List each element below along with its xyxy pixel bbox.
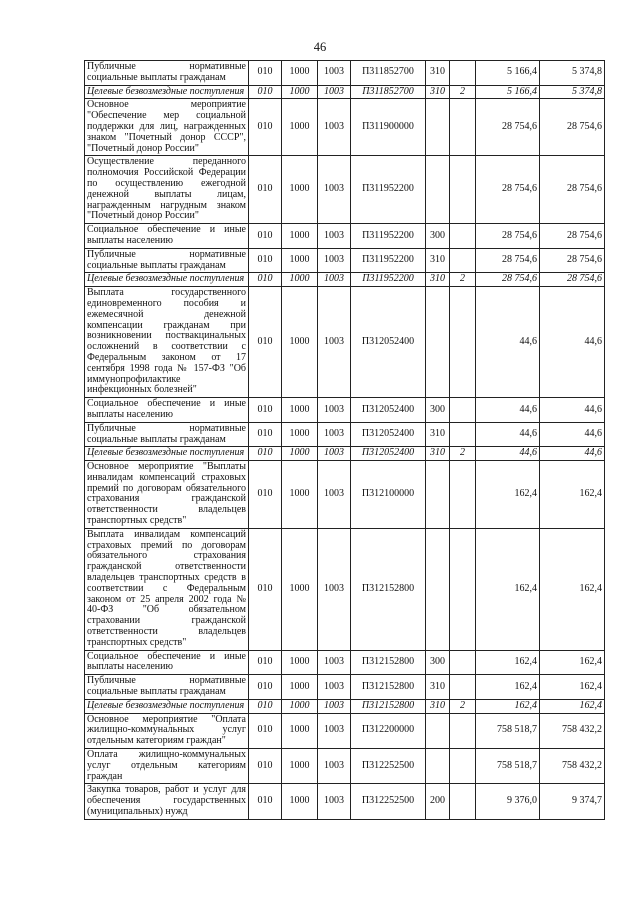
- subsection-code: 1003: [318, 398, 351, 423]
- target-article-code: П312252500: [351, 784, 426, 819]
- source-code: [450, 422, 476, 447]
- ministry-code: 010: [249, 61, 282, 86]
- expense-type-code: 310: [426, 248, 450, 273]
- source-code: [450, 713, 476, 748]
- source-code: [450, 224, 476, 249]
- section-code: 1000: [282, 224, 318, 249]
- ministry-code: 010: [249, 528, 282, 650]
- ministry-code: 010: [249, 273, 282, 287]
- amount-year-2: 28 754,6: [540, 248, 605, 273]
- amount-year-1: 162,4: [476, 675, 540, 700]
- target-article-code: П311900000: [351, 99, 426, 156]
- table-row: [85, 749, 605, 784]
- source-code: 2: [450, 273, 476, 287]
- row-name: Публичные нормативные социальные выплаты гражданам: [85, 61, 249, 86]
- ministry-code: 010: [249, 248, 282, 273]
- section-code: 1000: [282, 273, 318, 287]
- section-code: 1000: [282, 287, 318, 398]
- expense-type-code: 300: [426, 650, 450, 675]
- target-article-code: П312100000: [351, 461, 426, 529]
- table-row: [85, 61, 605, 86]
- ministry-code: 010: [249, 224, 282, 249]
- ministry-code: 010: [249, 675, 282, 700]
- expense-type-code: [426, 713, 450, 748]
- row-name: Целевые безвозмездные поступления: [85, 273, 249, 287]
- amount-year-1: 28 754,6: [476, 273, 540, 287]
- expense-type-code: [426, 287, 450, 398]
- row-name: Выплата государственного единовременного пособия и ежемесячной денежной компенсации гражданам при возникновении поствакцинальных осложнений в соответствии с Федеральным законом от 17 сентября 1998 года № 157-ФЗ "Об иммунопрофилактике инфекционных болезней": [85, 287, 249, 398]
- source-code: [450, 248, 476, 273]
- section-code: 1000: [282, 156, 318, 224]
- section-code: 1000: [282, 650, 318, 675]
- section-code: 1000: [282, 528, 318, 650]
- row-name: Целевые безвозмездные поступления: [85, 699, 249, 713]
- ministry-code: 010: [249, 447, 282, 461]
- source-code: [450, 528, 476, 650]
- target-article-code: П311852700: [351, 85, 426, 99]
- expense-type-code: [426, 528, 450, 650]
- row-name: Целевые безвозмездные поступления: [85, 85, 249, 99]
- source-code: [450, 784, 476, 819]
- source-code: [450, 61, 476, 86]
- table-row: [85, 287, 605, 398]
- amount-year-2: 162,4: [540, 650, 605, 675]
- target-article-code: П312152800: [351, 675, 426, 700]
- amount-year-2: 758 432,2: [540, 713, 605, 748]
- table-row: [85, 85, 605, 99]
- subsection-code: 1003: [318, 287, 351, 398]
- expense-type-code: 310: [426, 447, 450, 461]
- budget-table-body: [85, 61, 605, 820]
- subsection-code: 1003: [318, 675, 351, 700]
- target-article-code: П311952200: [351, 156, 426, 224]
- row-name: Социальное обеспечение и иные выплаты населению: [85, 650, 249, 675]
- source-code: [450, 749, 476, 784]
- source-code: [450, 461, 476, 529]
- row-name: Осуществление переданного полномочия Российской Федерации по осуществлению ежегодной денежной выплаты лицам, награжденным нагрудным знаком "Почетный донор России": [85, 156, 249, 224]
- subsection-code: 1003: [318, 248, 351, 273]
- ministry-code: 010: [249, 99, 282, 156]
- expense-type-code: [426, 749, 450, 784]
- subsection-code: 1003: [318, 61, 351, 86]
- target-article-code: П311852700: [351, 61, 426, 86]
- amount-year-2: 162,4: [540, 528, 605, 650]
- row-name: Выплата инвалидам компенсаций страховых премий по договорам обязательного страхования гражданской ответственности владельцев транспортных средств в соответствии с Федеральным законом от 25 апреля 2002 года № 40-ФЗ "Об обязательном страховании гражданской ответственности владельцев транспортных средств": [85, 528, 249, 650]
- target-article-code: П312152800: [351, 650, 426, 675]
- row-name: Целевые безвозмездные поступления: [85, 447, 249, 461]
- amount-year-2: 44,6: [540, 422, 605, 447]
- table-row: [85, 99, 605, 156]
- amount-year-2: 28 754,6: [540, 273, 605, 287]
- target-article-code: П312200000: [351, 713, 426, 748]
- amount-year-2: 28 754,6: [540, 224, 605, 249]
- target-article-code: П311952200: [351, 248, 426, 273]
- row-name: Социальное обеспечение и иные выплаты населению: [85, 224, 249, 249]
- amount-year-1: 44,6: [476, 422, 540, 447]
- row-name: Публичные нормативные социальные выплаты гражданам: [85, 675, 249, 700]
- ministry-code: 010: [249, 422, 282, 447]
- expense-type-code: [426, 99, 450, 156]
- table-row: [85, 650, 605, 675]
- amount-year-1: 44,6: [476, 398, 540, 423]
- section-code: 1000: [282, 99, 318, 156]
- amount-year-1: 162,4: [476, 650, 540, 675]
- subsection-code: 1003: [318, 699, 351, 713]
- subsection-code: 1003: [318, 224, 351, 249]
- amount-year-1: 28 754,6: [476, 156, 540, 224]
- section-code: 1000: [282, 85, 318, 99]
- subsection-code: 1003: [318, 273, 351, 287]
- amount-year-1: 44,6: [476, 447, 540, 461]
- table-row: [85, 784, 605, 819]
- source-code: [450, 156, 476, 224]
- amount-year-2: 28 754,6: [540, 156, 605, 224]
- row-name: Основное мероприятие "Обеспечение мер социальной поддержки для лиц, награжденных знаком "Почетный донор СССР", "Почетный донор России": [85, 99, 249, 156]
- row-name: Закупка товаров, работ и услуг для обеспечения государственных (муниципальных) нужд: [85, 784, 249, 819]
- table-row: [85, 713, 605, 748]
- section-code: 1000: [282, 398, 318, 423]
- amount-year-2: 162,4: [540, 699, 605, 713]
- ministry-code: 010: [249, 461, 282, 529]
- expense-type-code: 310: [426, 675, 450, 700]
- table-row: [85, 675, 605, 700]
- subsection-code: 1003: [318, 461, 351, 529]
- page-number: 46: [313, 40, 327, 54]
- subsection-code: 1003: [318, 749, 351, 784]
- table-row: [85, 461, 605, 529]
- subsection-code: 1003: [318, 784, 351, 819]
- ministry-code: 010: [249, 287, 282, 398]
- amount-year-1: 162,4: [476, 461, 540, 529]
- amount-year-2: 5 374,8: [540, 85, 605, 99]
- source-code: [450, 287, 476, 398]
- amount-year-1: 28 754,6: [476, 99, 540, 156]
- row-name: Публичные нормативные социальные выплаты гражданам: [85, 422, 249, 447]
- amount-year-1: 162,4: [476, 699, 540, 713]
- amount-year-1: 9 376,0: [476, 784, 540, 819]
- table-row: [85, 422, 605, 447]
- amount-year-1: 28 754,6: [476, 224, 540, 249]
- subsection-code: 1003: [318, 422, 351, 447]
- target-article-code: П312052400: [351, 287, 426, 398]
- section-code: 1000: [282, 699, 318, 713]
- table-row: [85, 156, 605, 224]
- section-code: 1000: [282, 461, 318, 529]
- amount-year-2: 44,6: [540, 287, 605, 398]
- expense-type-code: 300: [426, 224, 450, 249]
- row-name: Оплата жилищно-коммунальных услуг отдельным категориям граждан: [85, 749, 249, 784]
- budget-table: [84, 60, 605, 820]
- ministry-code: 010: [249, 749, 282, 784]
- target-article-code: П311952200: [351, 273, 426, 287]
- ministry-code: 010: [249, 699, 282, 713]
- target-article-code: П312052400: [351, 398, 426, 423]
- expense-type-code: 310: [426, 61, 450, 86]
- table-row: [85, 273, 605, 287]
- amount-year-2: 44,6: [540, 447, 605, 461]
- ministry-code: 010: [249, 650, 282, 675]
- subsection-code: 1003: [318, 156, 351, 224]
- amount-year-2: 758 432,2: [540, 749, 605, 784]
- subsection-code: 1003: [318, 99, 351, 156]
- source-code: [450, 650, 476, 675]
- source-code: [450, 398, 476, 423]
- section-code: 1000: [282, 447, 318, 461]
- subsection-code: 1003: [318, 447, 351, 461]
- row-name: Публичные нормативные социальные выплаты гражданам: [85, 248, 249, 273]
- section-code: 1000: [282, 248, 318, 273]
- table-row: [85, 699, 605, 713]
- amount-year-2: 9 374,7: [540, 784, 605, 819]
- expense-type-code: 310: [426, 85, 450, 99]
- subsection-code: 1003: [318, 85, 351, 99]
- expense-type-code: 310: [426, 422, 450, 447]
- amount-year-1: 162,4: [476, 528, 540, 650]
- amount-year-1: 5 166,4: [476, 61, 540, 86]
- section-code: 1000: [282, 713, 318, 748]
- ministry-code: 010: [249, 398, 282, 423]
- amount-year-1: 758 518,7: [476, 749, 540, 784]
- row-name: Основное мероприятие "Выплаты инвалидам компенсаций страховых премий по договорам обязательного страхования гражданской ответственности владельцев транспортных средств": [85, 461, 249, 529]
- table-row: [85, 528, 605, 650]
- expense-type-code: 200: [426, 784, 450, 819]
- source-code: 2: [450, 699, 476, 713]
- target-article-code: П312152800: [351, 528, 426, 650]
- source-code: 2: [450, 85, 476, 99]
- amount-year-1: 758 518,7: [476, 713, 540, 748]
- expense-type-code: 310: [426, 273, 450, 287]
- ministry-code: 010: [249, 85, 282, 99]
- target-article-code: П312152800: [351, 699, 426, 713]
- section-code: 1000: [282, 422, 318, 447]
- subsection-code: 1003: [318, 713, 351, 748]
- table-row: [85, 447, 605, 461]
- subsection-code: 1003: [318, 528, 351, 650]
- table-row: [85, 248, 605, 273]
- source-code: [450, 99, 476, 156]
- table-row: [85, 398, 605, 423]
- expense-type-code: [426, 461, 450, 529]
- amount-year-1: 44,6: [476, 287, 540, 398]
- source-code: [450, 675, 476, 700]
- amount-year-2: 162,4: [540, 461, 605, 529]
- target-article-code: П312252500: [351, 749, 426, 784]
- table-row: [85, 224, 605, 249]
- amount-year-1: 5 166,4: [476, 85, 540, 99]
- amount-year-2: 162,4: [540, 675, 605, 700]
- expense-type-code: 300: [426, 398, 450, 423]
- ministry-code: 010: [249, 784, 282, 819]
- amount-year-2: 28 754,6: [540, 99, 605, 156]
- row-name: Социальное обеспечение и иные выплаты населению: [85, 398, 249, 423]
- ministry-code: 010: [249, 713, 282, 748]
- section-code: 1000: [282, 749, 318, 784]
- subsection-code: 1003: [318, 650, 351, 675]
- section-code: 1000: [282, 675, 318, 700]
- section-code: 1000: [282, 784, 318, 819]
- amount-year-1: 28 754,6: [476, 248, 540, 273]
- target-article-code: П311952200: [351, 224, 426, 249]
- amount-year-2: 5 374,8: [540, 61, 605, 86]
- target-article-code: П312052400: [351, 422, 426, 447]
- target-article-code: П312052400: [351, 447, 426, 461]
- row-name: Основное мероприятие "Оплата жилищно-коммунальных услуг отдельным категориям граждан": [85, 713, 249, 748]
- source-code: 2: [450, 447, 476, 461]
- ministry-code: 010: [249, 156, 282, 224]
- section-code: 1000: [282, 61, 318, 86]
- amount-year-2: 44,6: [540, 398, 605, 423]
- expense-type-code: 310: [426, 699, 450, 713]
- expense-type-code: [426, 156, 450, 224]
